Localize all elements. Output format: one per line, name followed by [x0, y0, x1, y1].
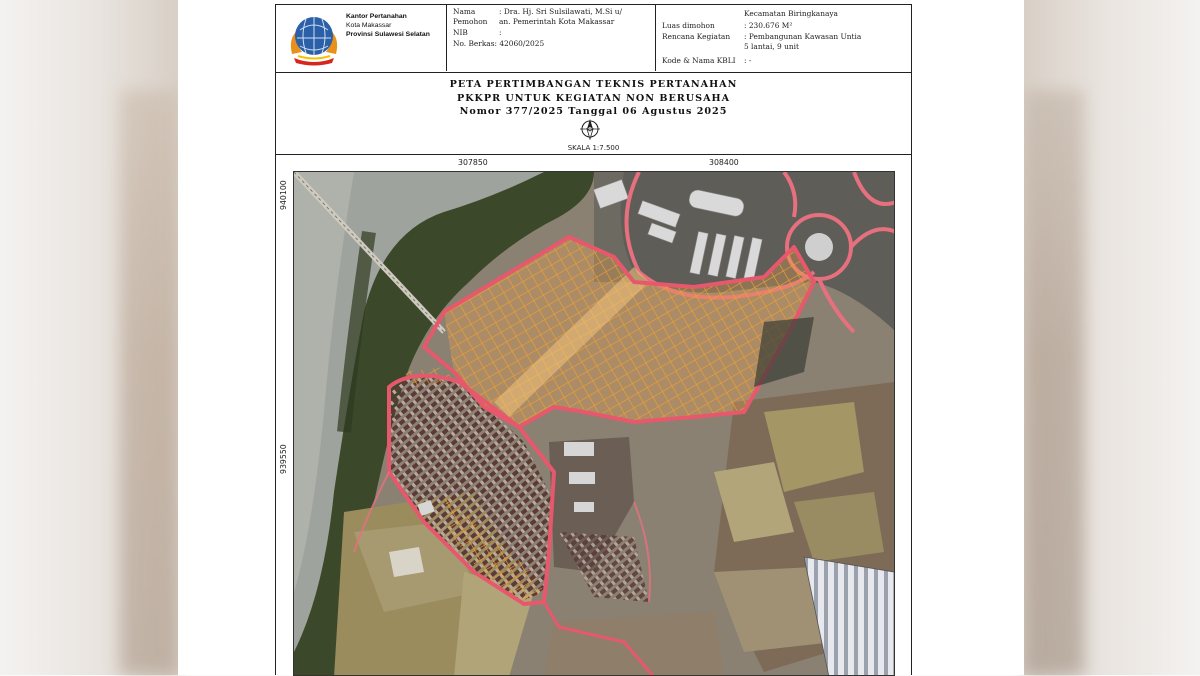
coord-x-right: 308400 — [709, 158, 739, 167]
office-name: Kantor Pertanahan — [346, 13, 407, 20]
nib-row — [453, 28, 502, 37]
coord-x-left: 307850 — [458, 158, 488, 167]
kecamatan-row — [662, 9, 838, 18]
satellite-map[interactable] — [293, 171, 895, 676]
document-frame — [275, 4, 912, 675]
office-city: Kota Makassar — [346, 22, 392, 29]
map-title-line-3: Nomor 377/2025 Tanggal 06 Agustus 2025 — [459, 106, 728, 117]
map-title-line-2: PKKPR UNTUK KEGIATAN NON BERUSAHA — [456, 93, 731, 104]
north-arrow-icon — [579, 118, 601, 140]
blurred-left-margin — [0, 0, 178, 675]
map-scale: SKALA 1:7.500 — [567, 144, 620, 152]
rencana-value: : Pembangunan Kawasan Untia — [744, 32, 862, 41]
berkas-value: : 42060/2025 — [494, 39, 545, 48]
berkas-row — [453, 39, 544, 48]
pemohon-value: an. Pemerintah Kota Makassar — [499, 17, 615, 26]
kecamatan-value: Kecamatan Biringkanaya — [744, 9, 838, 18]
rencana-row-2 — [662, 42, 799, 51]
nama-label: Nama — [453, 7, 476, 16]
blurred-right-margin — [1024, 0, 1200, 675]
rencana-value-2: 5 lantai, 9 unit — [744, 42, 799, 51]
nama-row — [453, 7, 622, 16]
pemohon-row — [453, 17, 614, 26]
nama-value: : Dra. Hj. Sri Sulsilawati, M.Si u/ — [499, 7, 622, 16]
header-table — [276, 5, 911, 73]
berkas-label: No. Berkas — [453, 39, 495, 48]
satellite-map-image — [294, 172, 895, 676]
kbli-row — [662, 56, 751, 65]
kbli-label: Kode & Nama KBLI — [662, 56, 736, 65]
activity-info — [656, 5, 911, 71]
nib-value: : — [499, 28, 502, 37]
coord-y-top: 940100 — [279, 180, 288, 210]
map-title-block — [276, 73, 911, 155]
nib-label: NIB — [453, 28, 468, 37]
map-document — [178, 0, 1024, 675]
rencana-label: Rencana Kegiatan — [662, 32, 731, 41]
bpn-globe-emblem-icon — [284, 8, 344, 68]
luas-row — [662, 21, 792, 30]
office-province: Provinsi Sulawesi Selatan — [346, 31, 430, 38]
applicant-info — [447, 5, 656, 71]
luas-value: : 230.676 M² — [744, 21, 793, 30]
map-title-line-1: PETA PERTIMBANGAN TEKNIS PERTANAHAN — [449, 79, 738, 90]
luas-label: Luas dimohon — [662, 21, 715, 30]
kbli-value: : - — [744, 56, 752, 65]
pemohon-label: Pemohon — [453, 17, 488, 26]
agency-logo-cell — [276, 5, 447, 71]
coord-y-mid: 939550 — [279, 444, 288, 474]
agency-name — [346, 12, 446, 39]
rencana-row — [662, 32, 861, 41]
